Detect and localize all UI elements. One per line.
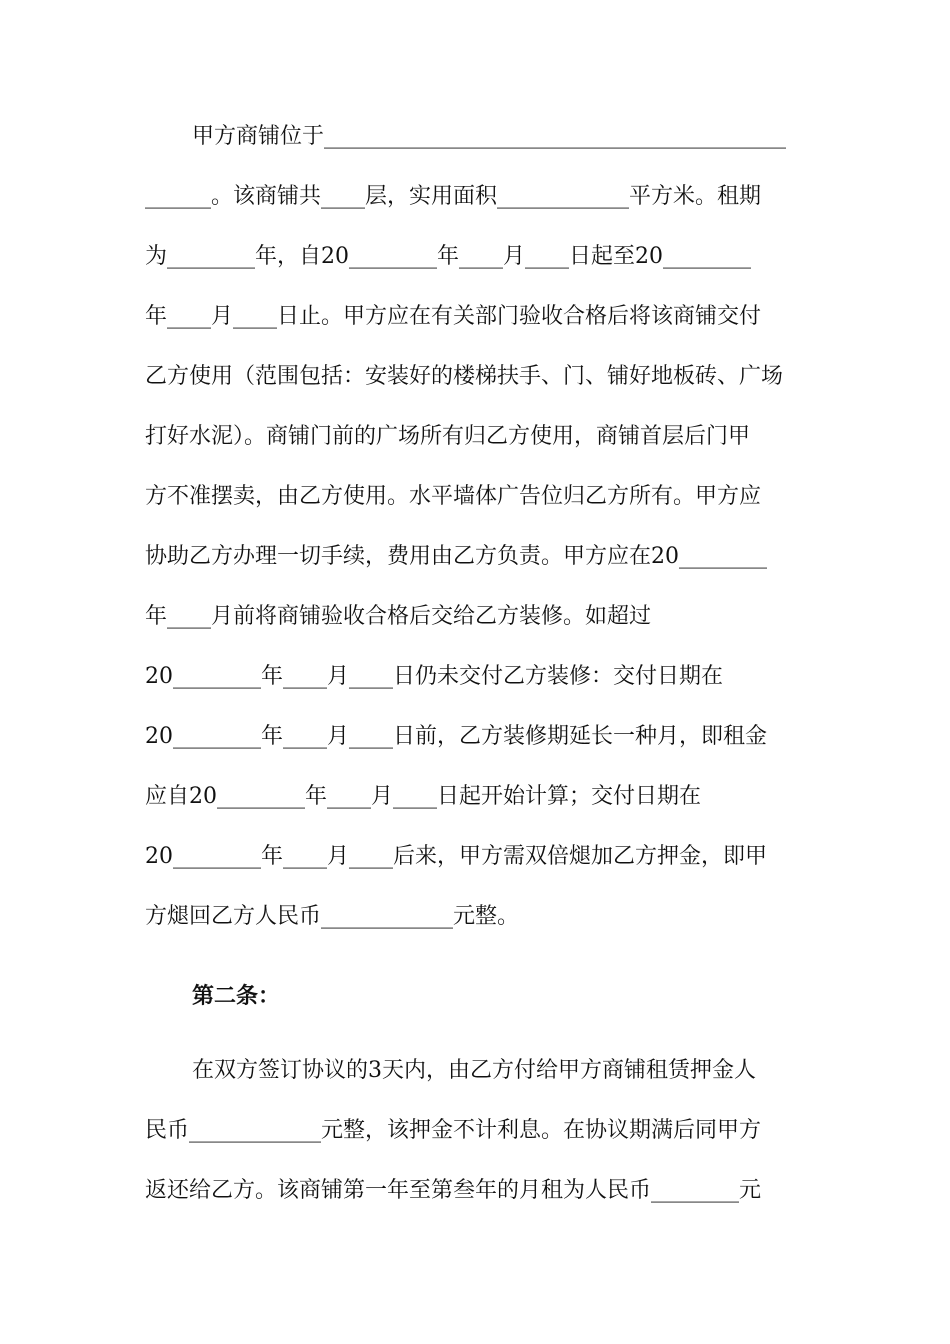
paragraph-line: 20________年____月____日前，乙方装修期延长一种月，即租金 xyxy=(145,724,767,749)
paragraph-line: 20________年____月____后来，甲方需双倍煺加乙方押金，即甲 xyxy=(145,844,767,869)
paragraph-line: 协助乙方办理一切手续，费用由乙方负责。甲方应在20________ xyxy=(145,544,767,569)
paragraph-line: 甲方商铺位于__________________________________________ xyxy=(192,124,787,149)
paragraph-line: 打好水泥）。商铺门前的广场所有归乙方使用，商铺首层后门甲 xyxy=(145,424,751,449)
paragraph-line: 为________年，自20________年____月____日起至20________ xyxy=(145,244,751,269)
paragraph-line: 返还给乙方。该商铺第一年至第叁年的月租为人民币________元 xyxy=(145,1178,762,1203)
paragraph-line: 应自20________年____月____日起开始计算；交付日期在 xyxy=(145,784,701,809)
paragraph-line: 年____月前将商铺验收合格后交给乙方装修。如超过 xyxy=(145,604,652,629)
paragraph-line: 方煺回乙方人民币____________元整。 xyxy=(145,904,520,929)
section-heading: 第二条： xyxy=(192,983,281,1009)
paragraph-line: 在双方签订协议的3天内，由乙方付给甲方商铺租赁押金人 xyxy=(192,1058,756,1083)
paragraph-line: 20________年____月____日仍未交付乙方装修：交付日期在 xyxy=(145,664,723,689)
paragraph-line: 民币____________元整，该押金不计利息。在协议期满后同甲方 xyxy=(145,1118,762,1143)
paragraph-line: 方不准摆卖，由乙方使用。水平墙体广告位归乙方所有。甲方应 xyxy=(145,484,762,509)
paragraph-line: 年____月____日止。甲方应在有关部门验收合格后将该商铺交付 xyxy=(145,304,762,329)
paragraph-line: 乙方使用（范围包括：安装好的楼梯扶手、门、铺好地板砖、广场 xyxy=(145,364,784,389)
paragraph-line: ______。该商铺共____层，实用面积____________平方米。租期 xyxy=(145,184,762,209)
